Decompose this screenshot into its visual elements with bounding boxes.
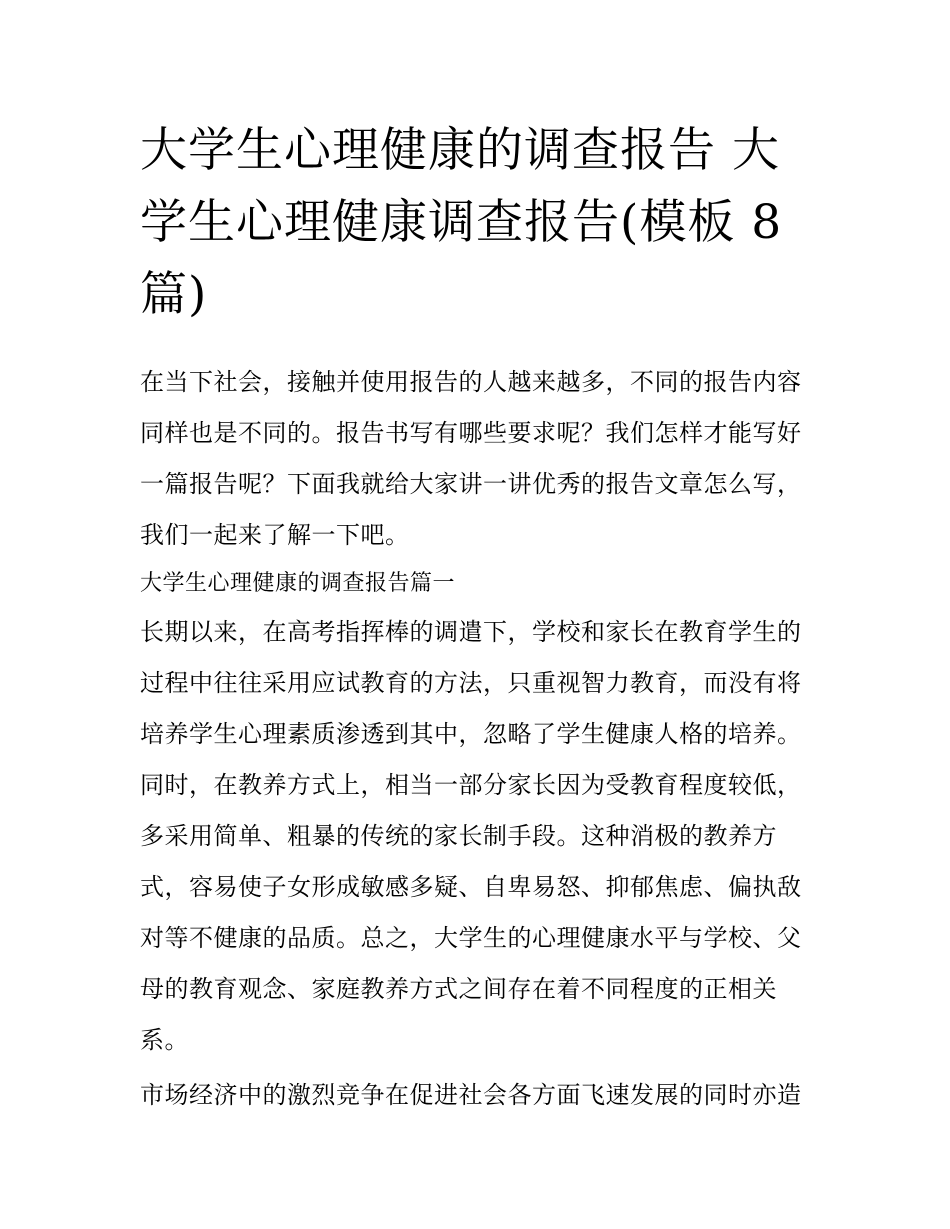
intro-paragraph: 在当下社会，接触并使用报告的人越来越多，不同的报告内容同样也是不同的。报告书写有哪些要求呢？我们怎样才能写好一篇报告呢？下面我就给大家讲一讲优秀的报告文章怎么写，我们一起来了解一下吧。 (140, 368, 802, 549)
body-paragraph-1: 长期以来，在高考指挥棒的调遣下，学校和家长在教育学生的过程中往往采用应试教育的方法，只重视智力教育，而没有将培养学生心理素质渗透到其中，忽略了学生健康人格的培养。同时，在教养方式上，相当一部分家长因为受教育程度较低，多采用简单、粗暴的传统的家长制手段。这种消极的教养方式，容易使子女形成敏感多疑、自卑易怒、抑郁焦虑、偏执敌对等不健康的品质。总之，大学生的心理健康水平与学校、父母的教育观念、家庭教养方式之间存在着不同程度的正相关系。 (140, 618, 802, 1054)
document-body (140, 357, 812, 1121)
section-heading: 大学生心理健康的调查报告篇一 (140, 571, 456, 596)
body-paragraph-2: 市场经济中的激烈竞争在促进社会各方面飞速发展的同时亦造 (140, 1081, 802, 1109)
document-title: 大学生心理健康的调查报告 大学生心理健康调查报告(模板 8 篇) (140, 123, 783, 322)
